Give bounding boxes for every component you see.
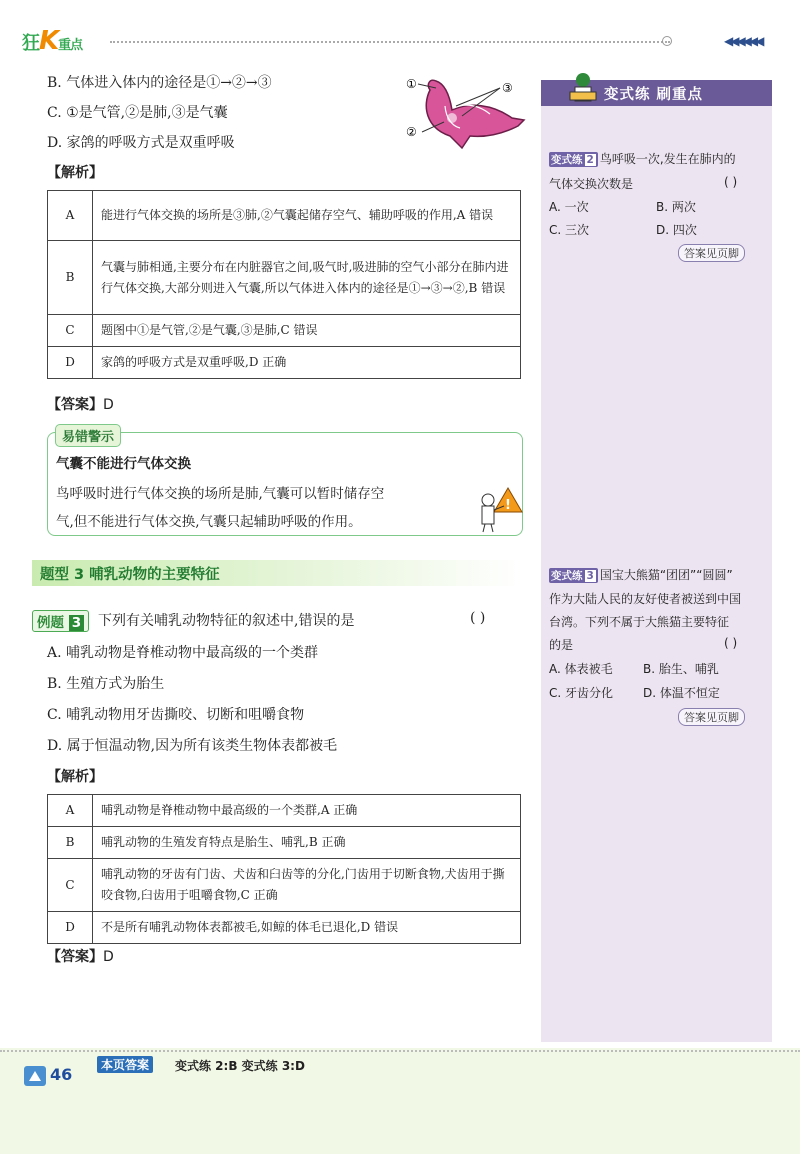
- side-ex2-option-a: A. 一次: [549, 200, 589, 214]
- side-ex2-line1: 变式练 2 鸟呼吸一次,发生在肺内的: [551, 152, 736, 166]
- side-ex3-line2: 作为大陆人民的友好使者被送到中国: [549, 592, 742, 606]
- student-reading-icon: [566, 70, 600, 106]
- footer-dotted-rule: [0, 1050, 800, 1052]
- brand-logo: 狂K重点: [22, 26, 83, 56]
- side-ex2-line2: 气体交换次数是: [549, 177, 634, 191]
- figure-label-1: ①: [406, 77, 417, 91]
- warning-line-1: 鸟呼吸时进行气体交换的场所是肺,气囊可以暂时储存空: [56, 486, 385, 502]
- table-row: D 家鸽的呼吸方式是双重呼吸,D 正确: [48, 347, 521, 379]
- example-option-d: D. 属于恒温动物,因为所有该类生物体表都被毛: [47, 738, 338, 754]
- side-panel-title: 变式练 刷重点: [604, 87, 704, 103]
- table-row: C 题图中①是气管,②是气囊,③是肺,C 错误: [48, 315, 521, 347]
- warning-title: 气囊不能进行气体交换: [56, 456, 191, 472]
- page-flag-icon: [24, 1066, 46, 1086]
- page-answers: 变式练 2:B 变式练 3:D: [175, 1059, 305, 1073]
- table-row: B 哺乳动物的生殖发育特点是胎生、哺乳,B 正确: [48, 827, 521, 859]
- example-stem: 下列有关哺乳动物特征的叙述中,错误的是: [98, 613, 355, 629]
- figure-label-3: ③: [502, 81, 513, 95]
- table-row: A 哺乳动物是脊椎动物中最高级的一个类群,A 正确: [48, 795, 521, 827]
- table-row: B 气囊与肺相通,主要分布在内脏器官之间,吸气时,吸进肺的空气小部分在肺内进行气体交换,大部分则进入气囊,所以气体进入体内的途径是①→③→②,B 错误: [48, 241, 521, 315]
- side-ex3-answer-link[interactable]: 答案见页脚: [678, 708, 745, 726]
- side-ex3-option-c: C. 牙齿分化: [549, 686, 614, 700]
- table-row: D 不是所有哺乳动物体表都被毛,如鲸的体毛已退化,D 错误: [48, 912, 521, 944]
- analysis-label: 【解析】: [47, 165, 103, 181]
- example-option-b: B. 生殖方式为胎生: [47, 676, 165, 692]
- option-b: B. 气体进入体内的途径是①→②→③: [47, 75, 272, 91]
- table-row: A 能进行气体交换的场所是③肺,②气囊起储存空气、辅助呼吸的作用,A 错误: [48, 191, 521, 241]
- side-ex3-tag: 变式练 3: [549, 568, 598, 583]
- warning-tag: 易错警示: [55, 424, 121, 447]
- figure-label-2: ②: [406, 125, 417, 139]
- side-ex2-option-d: D. 四次: [656, 223, 697, 237]
- header-circle-icon: [662, 36, 672, 46]
- header-arrows-icon: ◀◀◀◀◀◀: [724, 34, 762, 48]
- side-ex2-answer-link[interactable]: 答案见页脚: [678, 244, 745, 262]
- answer-line-1: 【答案】D: [47, 397, 114, 413]
- page-number: 46: [50, 1065, 73, 1084]
- example-option-a: A. 哺乳动物是脊椎动物中最高级的一个类群: [47, 645, 319, 661]
- answer-line-2: 【答案】D: [47, 949, 114, 965]
- example-option-c: C. 哺乳动物用牙齿撕咬、切断和咀嚼食物: [47, 707, 305, 723]
- table-row: C 哺乳动物的牙齿有门齿、犬齿和臼齿等的分化,门齿用于切断食物,犬齿用于撕咬食物,臼齿用于咀嚼食物,C 正确: [48, 859, 521, 912]
- warning-line-2: 气,但不能进行气体交换,气囊只起辅助呼吸的作用。: [56, 514, 362, 530]
- side-ex3-line3: 台湾。下列不属于大熊猫主要特征: [549, 615, 730, 629]
- side-ex2-option-b: B. 两次: [656, 200, 696, 214]
- option-d: D. 家鸽的呼吸方式是双重呼吸: [47, 135, 235, 151]
- side-ex3-line1: 变式练 3 国宝大熊猫“团团”“圆圆”: [551, 568, 733, 582]
- pigeon-figure: [400, 66, 530, 156]
- side-ex2-tag: 变式练 2: [549, 152, 598, 167]
- example-tag: 例题 3: [32, 610, 89, 632]
- side-ex2-paren: ( ): [724, 175, 738, 189]
- side-ex3-option-a: A. 体表被毛: [549, 662, 613, 676]
- header-dotted-rule: [110, 41, 670, 43]
- analysis-table-1: [47, 190, 521, 379]
- page-answer-tag: 本页答案: [97, 1056, 153, 1073]
- example-paren: ( ): [470, 610, 486, 626]
- side-ex3-paren: ( ): [724, 636, 738, 650]
- side-ex3-option-d: D. 体温不恒定: [643, 686, 720, 700]
- section-title: 题型 3 哺乳动物的主要特征: [40, 567, 220, 583]
- warning-sign-icon: [472, 484, 524, 534]
- side-ex3-line4: 的是: [549, 638, 574, 652]
- analysis-label-2: 【解析】: [47, 769, 103, 785]
- option-c: C. ①是气管,②是肺,③是气囊: [47, 105, 228, 121]
- svg-text:!: !: [505, 498, 511, 513]
- analysis-table-2: [47, 794, 521, 944]
- side-ex2-option-c: C. 三次: [549, 223, 590, 237]
- side-ex3-option-b: B. 胎生、哺乳: [643, 662, 719, 676]
